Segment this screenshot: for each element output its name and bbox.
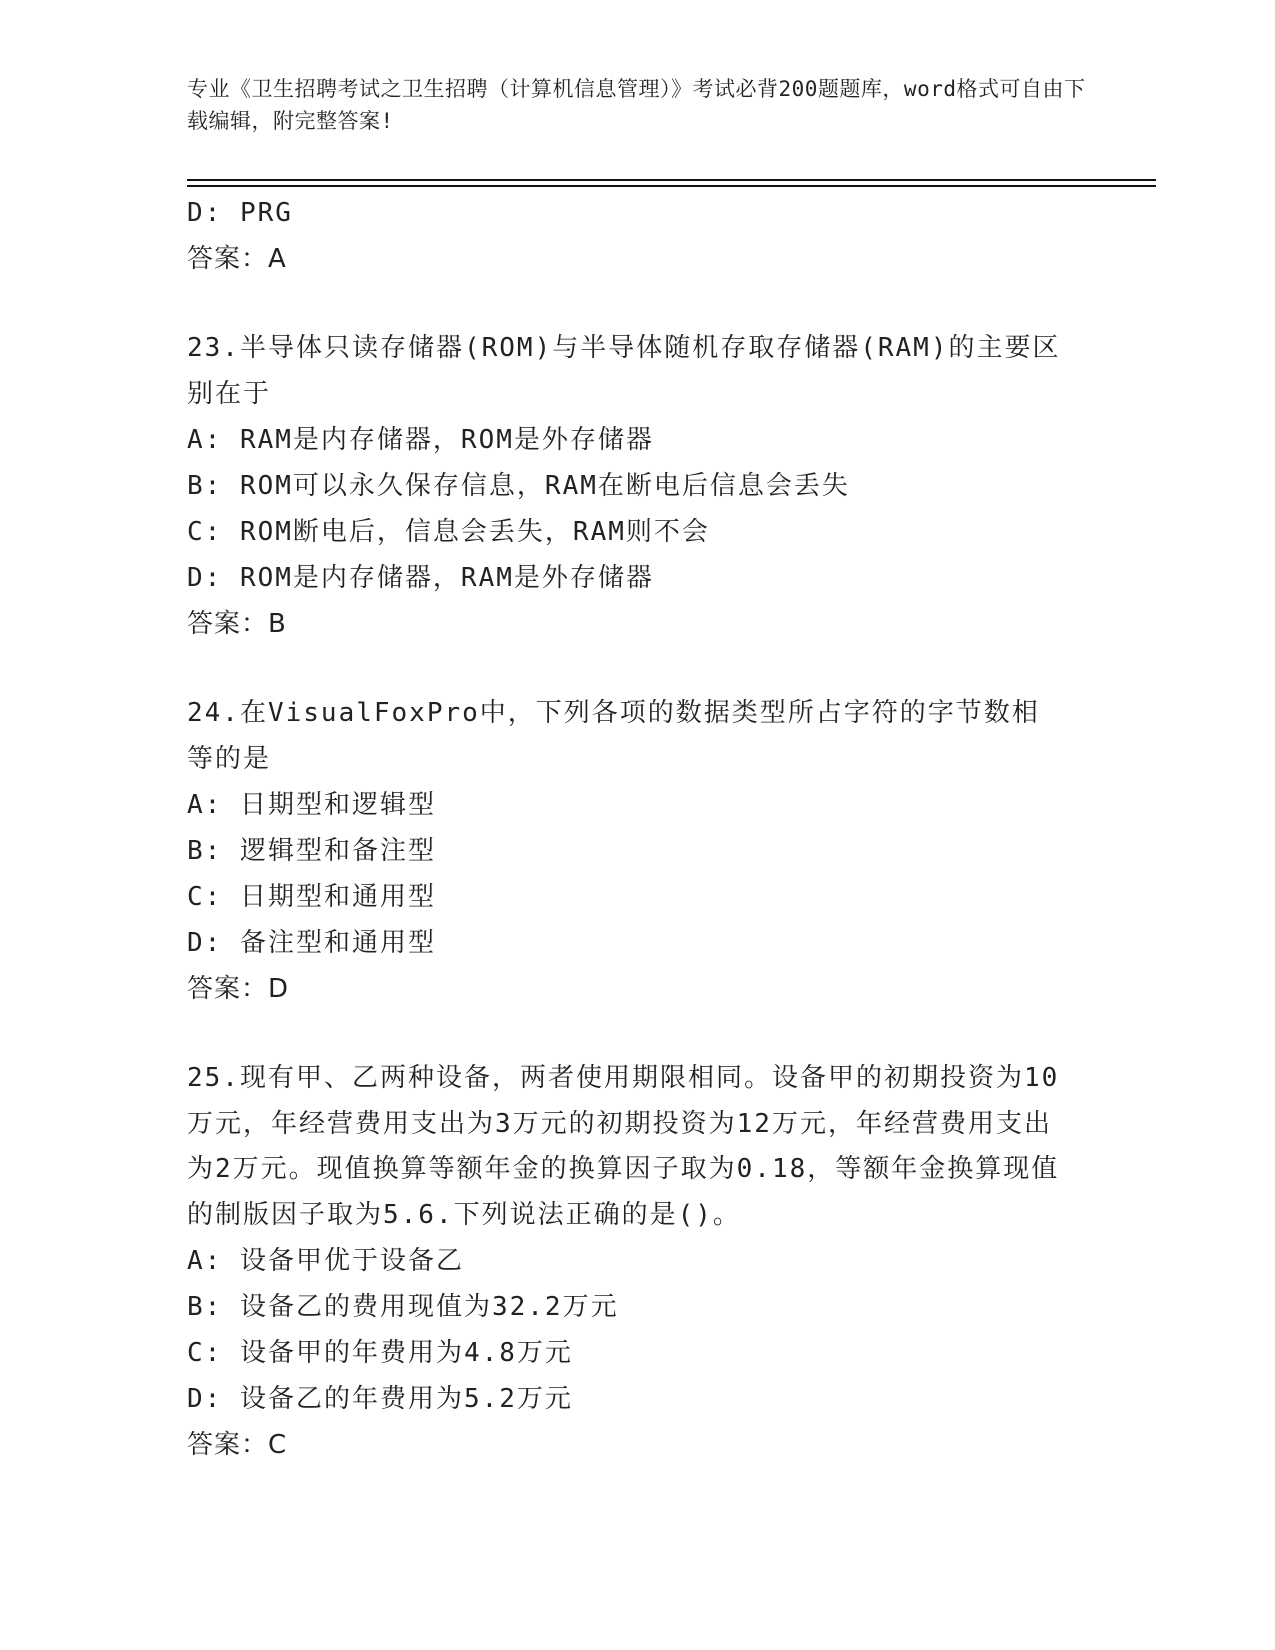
- previous-question-tail: [187, 190, 1067, 282]
- option-d: D: PRG: [187, 198, 293, 228]
- option-a: A: 设备甲优于设备乙: [187, 1246, 464, 1276]
- option-b: B: 逻辑型和备注型: [187, 836, 436, 866]
- option-b: B: ROM可以永久保存信息，RAM在断电后信息会丢失: [187, 471, 850, 501]
- answer-line: 答案：C: [187, 1430, 288, 1460]
- option-a: A: 日期型和逻辑型: [187, 790, 436, 820]
- question-24: [187, 691, 1067, 1012]
- option-a: A: RAM是内存储器，ROM是外存储器: [187, 425, 654, 455]
- answer-line: 答案：B: [187, 609, 287, 639]
- question-stem: 24.在VisualFoxPro中，下列各项的数据类型所占字符的字节数相等的是: [187, 698, 1040, 774]
- option-c: C: ROM断电后，信息会丢失，RAM则不会: [187, 517, 710, 547]
- answer-line: 答案：A: [187, 244, 287, 274]
- question-25: [187, 1056, 1067, 1468]
- option-d: D: ROM是内存储器，RAM是外存储器: [187, 563, 654, 593]
- question-stem: 25.现有甲、乙两种设备，两者使用期限相同。设备甲的初期投资为10万元，年经营费用支出为3万元的初期投资为12万元，年经营费用支出为2万元。现值换算等额年金的换算因子取为0.18，等额年金换算现值的制版因子取为5.6.下列说法正确的是()。: [187, 1063, 1060, 1230]
- header-rule-bottom: [187, 185, 1156, 187]
- document-body: [187, 190, 1067, 1468]
- option-d: D: 备注型和通用型: [187, 928, 436, 958]
- option-d: D: 设备乙的年费用为5.2万元: [187, 1384, 573, 1414]
- option-b: B: 设备乙的费用现值为32.2万元: [187, 1292, 619, 1322]
- document-header: 专业《卫生招聘考试之卫生招聘（计算机信息管理）》考试必背200题题库，word格式可自由下载编辑，附完整答案!: [187, 77, 1086, 133]
- answer-line: 答案：D: [187, 974, 290, 1004]
- header-rule-top: [187, 179, 1156, 181]
- option-c: C: 设备甲的年费用为4.8万元: [187, 1338, 573, 1368]
- question-stem: 23.半导体只读存储器(ROM)与半导体随机存取存储器(RAM)的主要区别在于: [187, 333, 1061, 409]
- option-c: C: 日期型和通用型: [187, 882, 436, 912]
- question-23: [187, 326, 1067, 647]
